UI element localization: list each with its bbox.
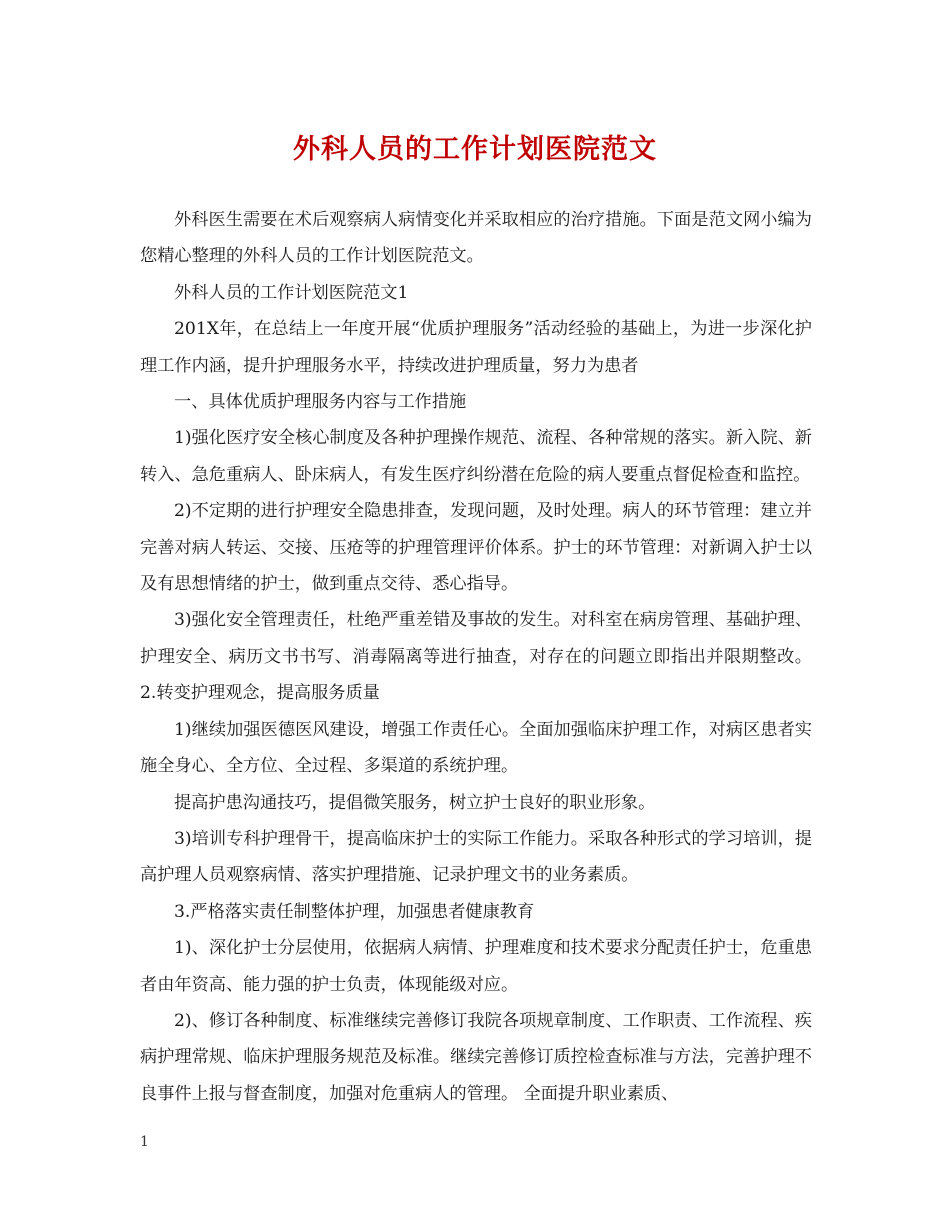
paragraph: 1)继续加强医德医风建设，增强工作责任心。全面加强临床护理工作，对病区患者实施全身心、全方位、全过程、多渠道的系统护理。 [140,719,812,777]
paragraph: 外科人员的工作计划医院范文1 [174,282,409,303]
document-body [140,202,812,1112]
document-title: 外科人员的工作计划医院范文 [293,134,657,165]
paragraph: 201X年，在总结上一年度开展“优质护理服务”活动经验的基础上，为进一步深化护理工作内涵，提升护理服务水平，持续改进护理质量，努力为患者 [140,319,812,376]
paragraph: 3.严格落实责任制整体护理，加强患者健康教育 [174,901,535,922]
paragraph: 2)、修订各种制度、标准继续完善修订我院各项规章制度、工作职责、工作流程、疾病护理常规、临床护理服务规范及标准。继续完善修订质控检查标准与方法，完善护理不良事件上报与督查制度，加强对危重病人的管理。 全面提升职业素质、 [140,1010,812,1104]
paragraph: 2)不定期的进行护理安全隐患排查，发现问题，及时处理。病人的环节管理：建立并完善对病人转运、交接、压疮等的护理管理评价体系。护士的环节管理：对新调入护士以及有思想情绪的护士，做到重点交待、悉心指导。 [140,501,812,595]
paragraph: 1)、深化护士分层使用，依据病人病情、护理难度和技术要求分配责任护士，危重患者由年资高、能力强的护士负责，体现能级对应。 [140,938,812,995]
paragraph: 1)强化医疗安全核心制度及各种护理操作规范、流程、各种常规的落实。新入院、新转入、急危重病人、卧床病人，有发生医疗纠纷潜在危险的病人要重点督促检查和监控。 [140,428,812,485]
paragraph: 3)强化安全管理责任，杜绝严重差错及事故的发生。对科室在病房管理、基础护理、护理安全、病历文书书写、消毒隔离等进行抽查，对存在的问题立即指出并限期整改。 2.转变护理观念，提高服务质量 [140,610,812,704]
page-number: 1 [140,1134,149,1150]
paragraph: 一、具体优质护理服务内容与工作措施 [174,392,467,413]
paragraph: 3)培训专科护理骨干，提高临床护士的实际工作能力。采取各种形式的学习培训，提高护理人员观察病情、落实护理措施、记录护理文书的业务素质。 [140,828,812,886]
paragraph: 外科医生需要在术后观察病人病情变化并采取相应的治疗措施。下面是范文网小编为您精心整理的外科人员的工作计划医院范文。 [140,210,812,267]
paragraph: 提高护患沟通技巧，提倡微笑服务，树立护士良好的职业形象。 [174,792,656,813]
